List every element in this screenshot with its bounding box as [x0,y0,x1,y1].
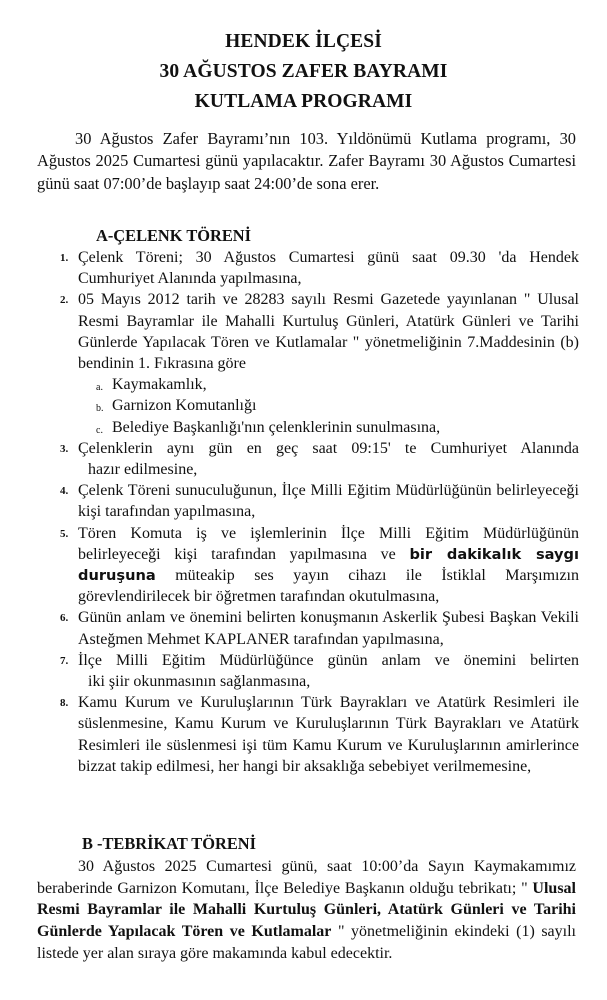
item-text: müteakip ses yayın cihazı ile İstiklal Marşımızın görevlendirilecek bir öğretmen tarafından okutulmasına, [78,567,579,606]
section-a-heading: A-ÇELENK TÖRENİ [96,226,251,245]
list-item-7 [60,650,579,692]
section-b-heading: B -TEBRİKAT TÖRENİ [82,834,256,853]
section-b-paragraph [37,856,576,965]
item-number: 6. [60,612,69,625]
sub-item-text: Kaymakamlık, [112,376,207,394]
list-item-2 [60,289,579,374]
paragraph-text: 30 Ağustos 2025 Cumartesi günü, saat 10:00’da Sayın Kaymakamımız beraberinde Garnizon Komutanı, İlçe Belediye Başkanın olduğu tebrikatı; " [37,858,576,897]
title-program: KUTLAMA PROGRAMI [194,91,413,112]
sub-item-a [96,374,579,395]
item-text-line: Çelenk Töreni; 30 Ağustos Cumartesi günü saat 09.30 'da Hendek [78,249,579,266]
item-number: 2. [60,294,69,307]
item-text: Tören Komuta iş ve işlemlerinin İlçe Milli Eğitim Müdürlüğünün belirleyeceği kişi tarafından yapılmasına ve [78,524,579,563]
item-number: 1. [60,252,69,264]
list-item-3 [60,438,579,480]
item-text: Çelenk Töreni sunuculuğunun, İlçe Milli Eğitim Müdürlüğünün belirleyeceği kişi tarafından yapılmasına, [78,482,579,521]
paragraph-text-bold: Ulusal Resmi Bayramlar ile Mahalli Kurtuluş Günleri, Atatürk Günleri ve Tarihi Günlerde Yapılacak Tören ve Kutlamalar [37,879,576,941]
sub-item-text: Belediye Başkanlığı'nın çelenklerinin sunulmasına, [112,418,441,436]
list-item-4 [60,480,579,522]
item-number: 5. [60,527,69,540]
list-item-8 [60,692,579,777]
section-a-list [60,247,579,777]
paragraph-text: " yönetmeliğinin ekindeki (1) sayılı listede yer alan sıraya göre makamında kabul edecektir. [37,923,576,962]
sub-item-b [96,395,579,416]
intro-paragraph: 30 Ağustos Zafer Bayramı’nın 103. Yıldönümü Kutlama programı, 30 Ağustos 2025 Cumartesi günü yapılacaktır. Zafer Bayramı 30 Ağustos Cumartesi günü saat 07:00’de başlayıp saat 24:00’de sona erer. [37,129,576,193]
list-item-5 [60,523,579,608]
item-text: 05 Mayıs 2012 tarih ve 28283 sayılı Resmi Gazetede yayınlanan " Ulusal Resmi Bayramlar ile Mahalli Kurtuluş Günleri, Atatürk Günleri ve Tarihi Günlerde Yapılacak Tören ve Kutlamalar " yönetmeliğinin 7.Maddesinin (b) bendinin 1. Fıkrasına göre [78,291,579,373]
item-text-bold: bir dakikalık saygı duruşuna [78,545,579,585]
item-number: 7. [60,654,69,667]
item-number: 3. [60,442,69,455]
title-holiday: 30 AĞUSTOS ZAFER BAYRAMI [159,61,448,82]
item-text: Kamu Kurum ve Kuruluşlarının Türk Bayrakları ve Atatürk Resimleri ile süslenmesine, Kamu Kurum ve Kuruluşlarının Türk Bayrakları ve Atatürk Resimleri ile süslenmesi işi tüm Kamu Kurum ve Kuruluşlarının amirlerince bizzat takip edilmesi, her hangi bir aksaklığa sebebiyet verilmemesine, [78,694,579,775]
title-district: HENDEK İLÇESİ [225,31,382,52]
item-text: Günün anlam ve önemini belirten konuşmanın Askerlik Şubesi Başkan Vekili Asteğmen Mehmet KAPLANER tarafından yapılmasına, [78,609,579,648]
item-text-line: İlçe Milli Eğitim Müdürlüğünce günün anlam ve önemini belirten [78,651,579,669]
item-text-line: Çelenklerin aynı gün en geç saat 09:15' te Cumhuriyet Alanında [78,439,579,457]
sub-item-letter: a. [96,382,103,394]
item-text-line: hazır edilmesine, [88,461,198,479]
item-number: 8. [60,697,69,710]
item-text-line: iki şiir okunmasının sağlanmasına, [88,673,311,691]
sub-item-c [96,417,579,438]
item-text-line: Cumhuriyet Alanında yapılmasına, [78,270,302,288]
sub-item-text: Garnizon Komutanlığı [112,397,257,415]
sub-item-letter: c. [96,424,103,436]
list-item-6 [60,607,579,649]
item-number: 4. [60,485,69,498]
sub-item-letter: b. [96,403,104,415]
list-item-1 [60,247,579,289]
